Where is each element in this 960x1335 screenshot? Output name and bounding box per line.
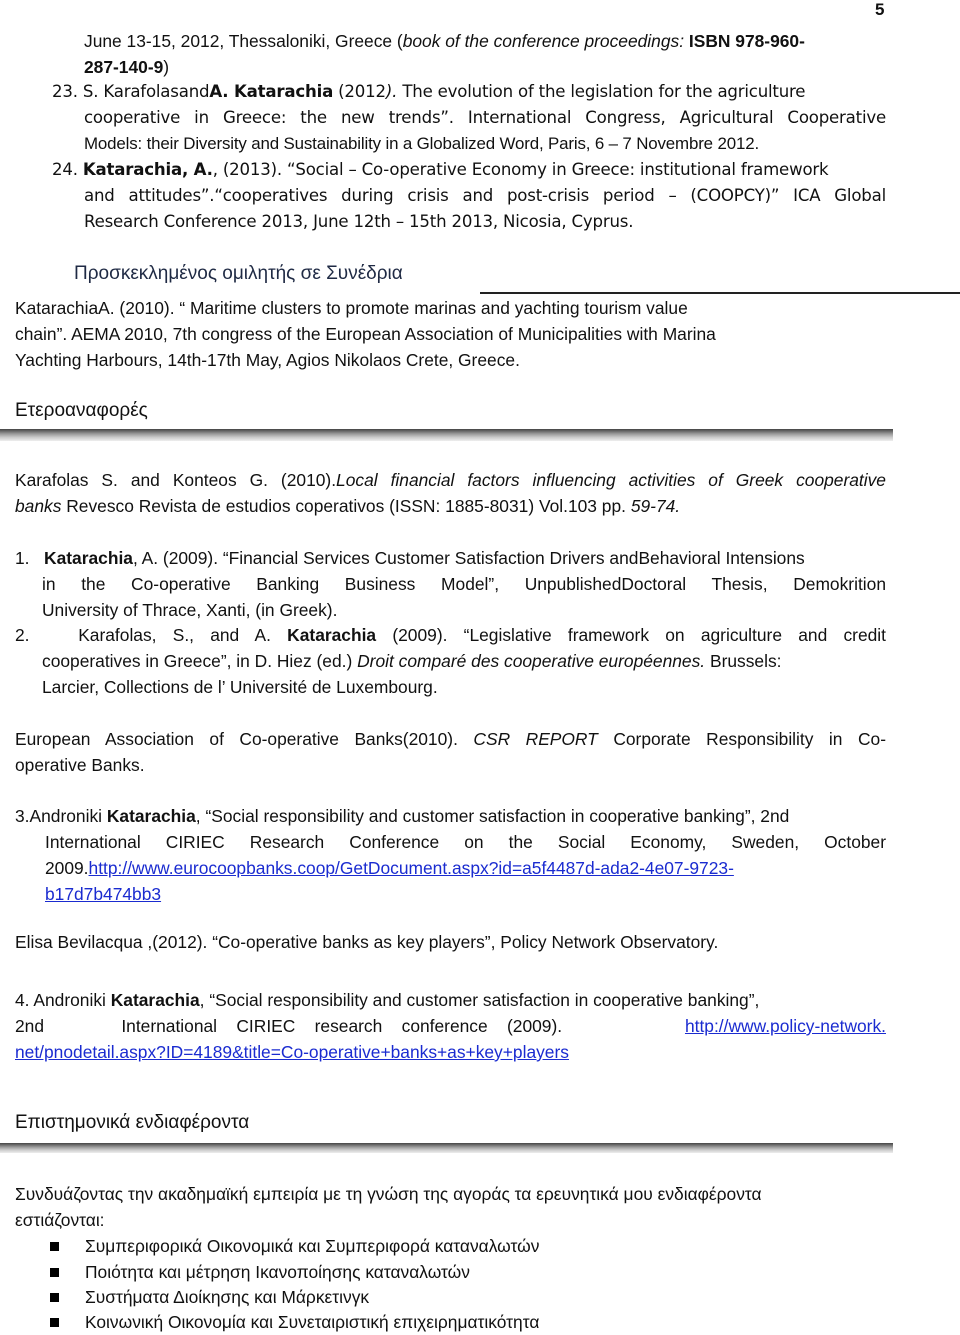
invited-line-2: chain”. AEMA 2010, 7th congress of the European Association of Municipalities with Marina [15, 324, 716, 344]
bullet-icon [50, 1268, 59, 1277]
text: , “Social responsibility and customer satisfaction in cooperative banking”, [199, 990, 760, 1010]
pages-italic: 59-74. [630, 496, 681, 516]
pub-line-5: Models: their Diversity and Sustainability in a Globalized Word, Paris, 6 – 7 Novembre 2012. [84, 134, 759, 153]
text: ) [163, 57, 170, 77]
citation-1-line-2: in the Co-operative Banking Business Model”, UnpublishedDoctoral Thesis, Demokrition [42, 574, 886, 594]
pub-line-7: and attitudes”.“cooperatives during crisis and post-crisis period – (COOPCY)” ICA Global [84, 186, 886, 205]
invited-speaker-heading: Προσκεκλημένος ομιλητής σε Συνέδρια [74, 263, 403, 284]
section-rule [0, 429, 893, 441]
text: , (2013). [212, 160, 282, 179]
pub-line-1 [84, 28, 805, 54]
citations-heading: Ετεροαναφορές [15, 400, 148, 421]
divider [480, 292, 960, 294]
citation-4-line-3 [15, 1039, 569, 1065]
ref-24 [52, 157, 828, 183]
list-item [50, 1284, 369, 1310]
author-bold: Katarachia [44, 548, 133, 568]
text: 2nd International CIRIEC research conference (2009). [15, 1016, 563, 1036]
citation-3-line-1 [15, 803, 789, 829]
ref-number: 23. [52, 82, 78, 101]
item-text: Ποιότητα και μέτρηση Ικανοποίησης καταναλωτών [85, 1262, 470, 1282]
interests-intro-2: εστιάζονται: [15, 1210, 105, 1230]
page-number: 5 [875, 0, 885, 19]
author-bold: Katarachia [106, 806, 196, 826]
bullet-icon [50, 1293, 59, 1302]
invited-line-1 [15, 295, 688, 321]
policy-network-link[interactable]: http://www.policy-network. [684, 1016, 886, 1036]
item-text: Συστήματα Διοίκησης και Μάρκετινγκ [85, 1287, 370, 1307]
invited-line-3: Yachting Harbours, 14th-17th May, Agios Nikolaos Crete, Greece. [15, 350, 520, 370]
author-bold: Katarachia [110, 990, 200, 1010]
citation-0-line-2 [15, 493, 680, 519]
title-italic: banks [15, 496, 62, 516]
ref-number: 24. [52, 160, 78, 179]
citation-2-line-1 [15, 622, 886, 648]
text: Karafolas S. and Konteos G. (2010). [15, 470, 337, 490]
text: The evolution of the legislation for the agriculture [402, 82, 806, 101]
citation-3-line-3 [45, 855, 734, 881]
text: (2012 [338, 82, 386, 101]
text: cooperatives in Greece”, in D. Hiez (ed.) [42, 651, 353, 671]
text: European Association of Co-operative Banks(2010). [15, 729, 458, 749]
list-item [50, 1259, 470, 1285]
eacb-line-1 [15, 726, 886, 752]
bullet-icon [50, 1318, 59, 1327]
author-bold: Katarachia, A. [82, 160, 213, 179]
citation-2-line-3: Larcier, Collections de l’ Université de Luxembourg. [42, 677, 438, 697]
list-item [50, 1233, 539, 1259]
citation-1-line-3: University of Thrace, Xanti, (in Greek). [42, 600, 338, 620]
pub-line-4: cooperative in Greece: the new trends”. International Congress, Agricultural Cooperative [84, 108, 886, 127]
text: , “Social responsibility and customer satisfaction in cooperative banking”, 2nd [195, 806, 790, 826]
text: Karafolas, S., and A. [78, 625, 271, 645]
ref-23 [52, 79, 805, 105]
author-bold: A. Katarachia [209, 82, 334, 101]
text: Revesco Revista de estudios coperativos (ISSN: 1885-8031) Vol.103 pp. [66, 496, 626, 516]
bullet-icon [50, 1242, 59, 1251]
citation-1-line-1 [15, 545, 805, 571]
author-bold: Katarachia [287, 625, 377, 645]
text: “Social – Co-operative Economy in Greece: institutional framework [287, 160, 829, 179]
citation-4-line-1 [15, 987, 759, 1013]
text: (2010). “ Maritime clusters to promote marinas and yachting tourism value [119, 298, 688, 318]
text: Brussels: [709, 651, 782, 671]
isbn-cont: 287-140-9 [84, 57, 164, 77]
text: , A. (2009). “Financial Services Customer Satisfaction Drivers andBehavioral Intensions [132, 548, 805, 568]
interests-intro-1: Συνδυάζοντας την ακαδημαϊκή εμπειρία με τη γνώση της αγοράς τα ερευνητικά μου ενδιαφέροντα [15, 1184, 762, 1204]
author: KatarachiaA. [15, 298, 115, 318]
text: Corporate Responsibility in Co- [613, 729, 886, 749]
title-italic: Local financial factors influencing activities of Greek cooperative [336, 470, 886, 490]
isbn: ISBN 978-960- [688, 31, 805, 51]
eurocoopbanks-link[interactable]: http://www.eurocoopbanks.coop/GetDocument.aspx?id=a5f4487d-ada2-4e07-9723- [88, 858, 734, 878]
item-text: Κοινωνική Οικονομία και Συνεταιριστική επιχειρηματικότητα [85, 1312, 540, 1332]
text: (2009). “Legislative framework on agriculture and credit [392, 625, 887, 645]
text: 4. Androniki [15, 990, 106, 1010]
list-item [50, 1309, 539, 1335]
citation-0-line-1 [15, 467, 886, 493]
citation-4-line-2 [15, 1013, 886, 1039]
citation-2-line-2 [42, 648, 782, 674]
num: 1. [15, 548, 30, 568]
eacb-line-2: operative Banks. [15, 755, 145, 775]
text: 2009. [45, 858, 89, 878]
item-text: Συμπεριφορικά Οικονομικά και Συμπεριφορά καταναλωτών [85, 1236, 540, 1256]
pub-line-2 [84, 54, 169, 80]
section-rule [0, 1143, 893, 1153]
text-italic: ). [385, 82, 398, 101]
num: 2. [15, 625, 30, 645]
text: S. Karafolasand [82, 82, 210, 101]
text: June 13-15, 2012, Thessaloniki, Greece ( [84, 31, 403, 51]
citation-3-line-4 [45, 881, 161, 907]
citation-3-line-2: International CIRIEC Research Conference on the Social Economy, Sweden, October [45, 832, 886, 852]
eurocoopbanks-link-cont[interactable]: b17d7b474bb3 [45, 884, 162, 904]
pub-line-8: Research Conference 2013, June 12th – 15th 2013, Nicosia, Cyprus. [84, 212, 634, 231]
title-italic: Droit comparé des cooperative européennes. [357, 651, 706, 671]
text: 3.Androniki [15, 806, 103, 826]
bevilacqua-citation: Elisa Bevilacqua ,(2012). “Co-operative banks as key players”, Policy Network Observatory. [15, 932, 719, 952]
title-italic: CSR REPORT [473, 729, 598, 749]
interests-heading: Επιστημονικά ενδιαφέροντα [15, 1112, 250, 1133]
text-italic: book of the conference proceedings: [402, 31, 685, 51]
policy-network-link-cont[interactable]: net/pnodetail.aspx?ID=4189&title=Co-operative+banks+as+key+players [15, 1042, 569, 1062]
